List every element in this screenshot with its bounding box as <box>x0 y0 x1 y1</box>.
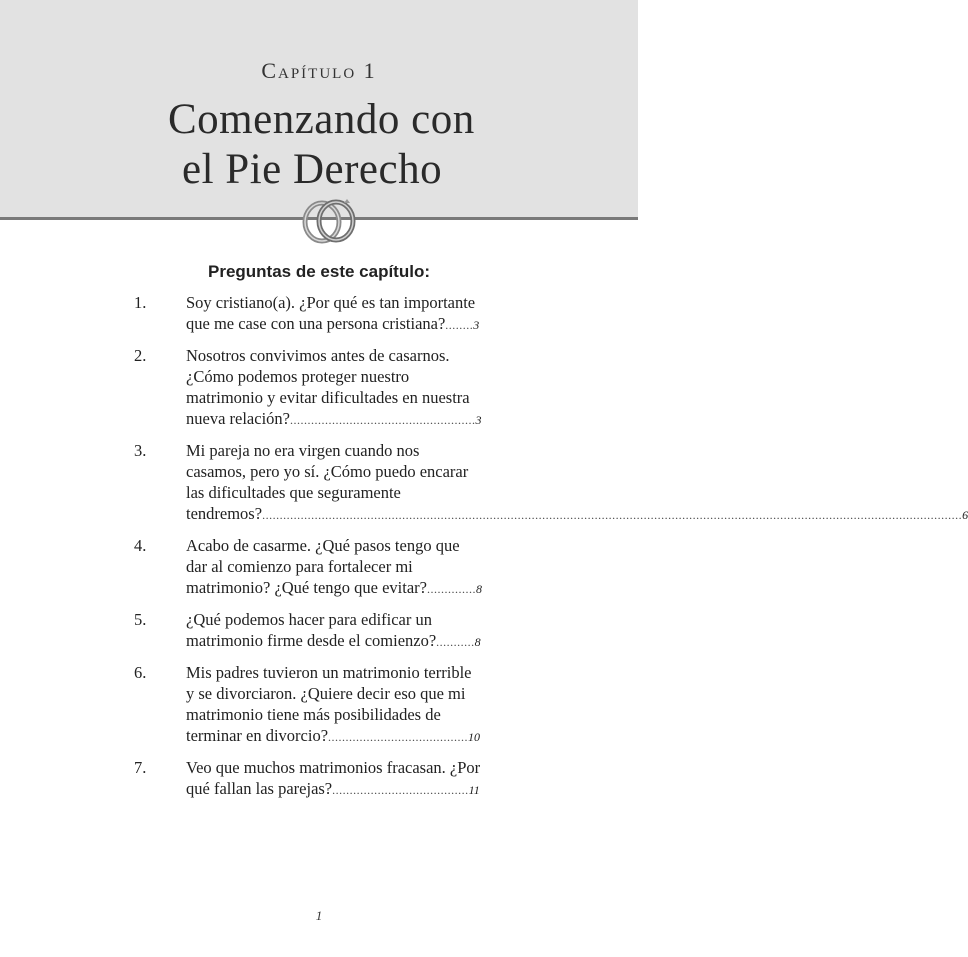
chapter-title <box>168 95 608 195</box>
question-page-number: 8 <box>476 582 482 596</box>
question-number: 4. <box>134 536 147 555</box>
question-text: Soy cristiano(a). ¿Por qué es tan importante que me case con una persona cristiana? <box>186 293 476 333</box>
chapter-label: Capítulo 1 <box>261 58 377 83</box>
leader-dots: ........ <box>445 318 474 332</box>
question-text-block <box>160 345 482 431</box>
question-item <box>134 440 968 526</box>
question-page-number: 3 <box>473 318 480 332</box>
question-number: 3. <box>134 441 147 460</box>
question-text-block <box>160 292 482 336</box>
question-text-block <box>160 609 482 653</box>
leader-dots: .............. <box>427 582 476 596</box>
question-page-number: 3 <box>475 413 482 427</box>
question-item <box>134 757 482 801</box>
question-page-number: 11 <box>468 783 480 797</box>
question-text-block <box>160 757 482 801</box>
question-page-number: 6 <box>962 508 968 522</box>
question-item <box>134 345 482 431</box>
questions-heading: Preguntas de este capítulo: <box>208 262 430 281</box>
question-text-block <box>160 440 968 526</box>
question-number: 6. <box>134 663 147 682</box>
leader-dots: ........................................ <box>328 730 469 744</box>
leader-dots: ........................................................................................................................................................................................................ <box>262 508 963 522</box>
leader-dots: ....................................... <box>332 783 469 797</box>
chapter-title-line1: Comenzando con <box>168 96 475 143</box>
question-text: Mis padres tuvieron un matrimonio terrible y se divorciaron. ¿Quiere decir eso que mi matrimonio tiene más posibilidades de terminar en divorcio? <box>186 663 472 745</box>
question-text: Mi pareja no era virgen cuando nos casamos, pero yo sí. ¿Cómo puedo encarar las dificultades que seguramente tendremos? <box>186 441 469 523</box>
wedding-rings-icon <box>298 195 360 247</box>
leader-dots: ..................................................... <box>289 413 476 427</box>
question-text-block <box>160 662 482 748</box>
question-text: Nosotros convivimos antes de casarnos. ¿Cómo podemos proteger nuestro matrimonio y evitar dificultades en nuestra nueva relación? <box>186 346 470 428</box>
page-number: 1 <box>315 908 323 923</box>
chapter-title-line2: el Pie Derecho <box>182 146 443 193</box>
question-item <box>134 609 482 653</box>
question-item <box>134 662 482 748</box>
question-number: 1. <box>134 293 147 312</box>
question-text: Acabo de casarme. ¿Qué pasos tengo que dar al comienzo para fortalecer mi matrimonio? ¿Qué tengo que evitar? <box>186 536 460 597</box>
question-page-number: 8 <box>474 635 481 649</box>
leader-dots: ........... <box>436 635 475 649</box>
question-text: Veo que muchos matrimonios fracasan. ¿Por qué fallan las parejas? <box>186 758 481 798</box>
questions-list <box>134 292 968 810</box>
question-number: 2. <box>134 346 147 365</box>
question-number: 5. <box>134 610 147 629</box>
question-item <box>134 292 482 336</box>
question-number: 7. <box>134 758 147 777</box>
question-text: ¿Qué podemos hacer para edificar un matrimonio firme desde el comienzo? <box>186 610 437 650</box>
question-text-block <box>160 535 482 600</box>
question-item <box>134 535 482 600</box>
question-page-number: 10 <box>468 730 481 744</box>
